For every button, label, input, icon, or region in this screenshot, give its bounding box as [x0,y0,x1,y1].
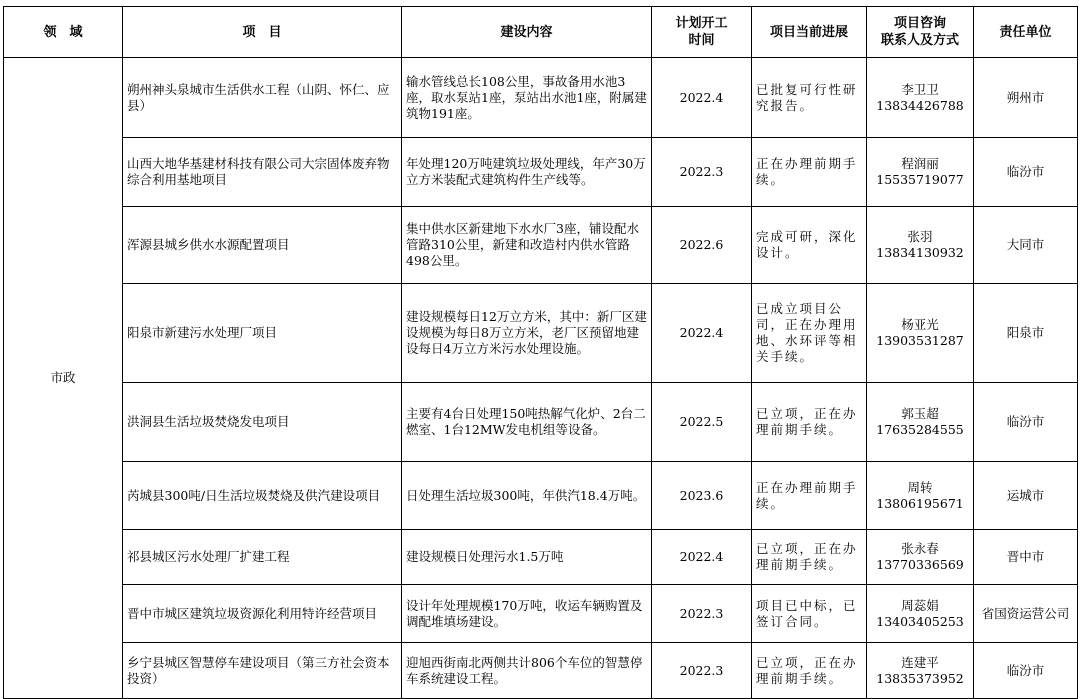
content-cell: 集中供水区新建地下水水厂3座，铺设配水管路310公里，新建和改造村内供水管路498公里。 [402,207,652,284]
project-cell: 晋中市城区建筑垃圾资源化利用特许经营项目 [123,585,402,643]
content-cell: 主要有4台日处理150吨热解气化炉、2台二燃室、1台12MW发电机组等设备。 [402,383,652,462]
contact-name: 张羽 [907,229,933,244]
contact-name: 张永春 [901,541,939,556]
table-row [4,58,1078,138]
project-cell: 祁县城区污水处理厂扩建工程 [123,530,402,585]
progress-cell: 项目已中标，已签订合同。 [752,585,867,643]
contact-name: 连建平 [901,654,939,670]
project-table [3,6,1078,699]
start-time-cell: 2022.4 [652,284,752,383]
contact-name: 杨亚光 [901,317,939,332]
unit-cell: 临汾市 [974,643,1078,699]
contact-cell [867,530,974,585]
project-cell: 乡宁县城区智慧停车建设项目（第三方社会资本投资） [123,643,402,699]
content-cell: 日处理生活垃圾300吨，年供汽18.4万吨。 [402,462,652,530]
content-cell: 输水管线总长108公里，事故备用水池3座，取水泵站1座，泵站出水池1座，附属建筑物191座。 [402,58,652,138]
progress-cell: 完成可研，深化设计。 [752,207,867,284]
unit-cell: 临汾市 [974,383,1078,462]
contact-name: 李卫卫 [901,81,939,97]
project-cell: 朔州神头泉城市生活供水工程（山阴、怀仁、应县） [123,58,402,138]
progress-cell: 已成立项目公司，正在办理用地、水环评等相关手续。 [752,284,867,383]
contact-cell [867,585,974,643]
project-cell: 山西大地华基建材科技有限公司大宗固体废弃物综合利用基地项目 [123,138,402,207]
contact-phone: 13903531287 [876,333,964,348]
unit-cell: 大同市 [974,207,1078,284]
progress-cell: 已立项，正在办理前期手续。 [752,383,867,462]
start-time-cell: 2022.4 [652,530,752,585]
progress-cell: 正在办理前期手续。 [752,138,867,207]
table-row [4,284,1078,383]
start-time-cell: 2022.5 [652,383,752,462]
contact-cell [867,284,974,383]
contact-cell [867,138,974,207]
header-project: 项 目 [123,7,402,58]
unit-cell: 晋中市 [974,530,1078,585]
contact-phone: 13834130932 [876,245,964,260]
table-row [4,530,1078,585]
contact-cell [867,643,974,699]
contact-phone: 17635284555 [876,422,964,437]
contact-phone: 13403405253 [876,613,964,629]
content-cell: 建设规模每日12万立方米，其中：新厂区建设规模为每日8万立方米，老厂区预留地建设每日4万立方米污水处理设施。 [402,284,652,383]
contact-phone: 13835373952 [876,670,964,686]
contact-cell [867,462,974,530]
progress-cell: 正在办理前期手续。 [752,462,867,530]
project-cell: 芮城县300吨/日生活垃圾焚烧及供汽建设项目 [123,462,402,530]
unit-cell: 省国资运营公司 [974,585,1078,643]
unit-cell: 运城市 [974,462,1078,530]
table-row [4,643,1078,699]
table-row [4,462,1078,530]
header-contact: 项目咨询 联系人及方式 [867,7,974,58]
contact-phone: 13770336569 [876,557,964,572]
table-row [4,207,1078,284]
contact-phone: 13834426788 [876,97,964,113]
content-cell: 年处理120万吨建筑垃圾处理线，年产30万立方米装配式建筑构件生产线等。 [402,138,652,207]
start-time-cell: 2022.3 [652,585,752,643]
progress-cell: 已批复可行性研究报告。 [752,58,867,138]
table-row [4,585,1078,643]
contact-cell [867,207,974,284]
contact-name: 周转 [907,479,933,495]
content-cell: 设计年处理规模170万吨，收运车辆购置及调配堆填场建设。 [402,585,652,643]
contact-name: 程润丽 [901,156,939,171]
contact-phone: 13806195671 [876,495,964,511]
header-field: 领 域 [4,7,123,58]
progress-cell: 已立项，正在办理前期手续。 [752,643,867,699]
unit-cell: 阳泉市 [974,284,1078,383]
field-cell: 市政 [4,58,123,699]
header-progress: 项目当前进展 [752,7,867,58]
unit-cell: 临汾市 [974,138,1078,207]
table-header-row [4,7,1078,58]
project-cell: 浑源县城乡供水水源配置项目 [123,207,402,284]
contact-name: 郭玉超 [901,406,939,421]
start-time-cell: 2022.3 [652,643,752,699]
header-unit: 责任单位 [974,7,1078,58]
contact-name: 周蕊娟 [901,597,939,613]
project-cell: 阳泉市新建污水处理厂项目 [123,284,402,383]
header-content: 建设内容 [402,7,652,58]
progress-cell: 已立项，正在办理前期手续。 [752,530,867,585]
start-time-cell: 2022.3 [652,138,752,207]
table-row [4,383,1078,462]
contact-cell [867,383,974,462]
unit-cell: 朔州市 [974,58,1078,138]
start-time-cell: 2022.6 [652,207,752,284]
project-cell: 洪洞县生活垃圾焚烧发电项目 [123,383,402,462]
table-row [4,138,1078,207]
contact-phone: 15535719077 [876,172,964,187]
start-time-cell: 2023.6 [652,462,752,530]
content-cell: 建设规模日处理污水1.5万吨 [402,530,652,585]
contact-cell [867,58,974,138]
start-time-cell: 2022.4 [652,58,752,138]
header-start-time: 计划开工 时间 [652,7,752,58]
project-table-page [3,6,1077,699]
content-cell: 迎旭西街南北两侧共计806个车位的智慧停车系统建设工程。 [402,643,652,699]
